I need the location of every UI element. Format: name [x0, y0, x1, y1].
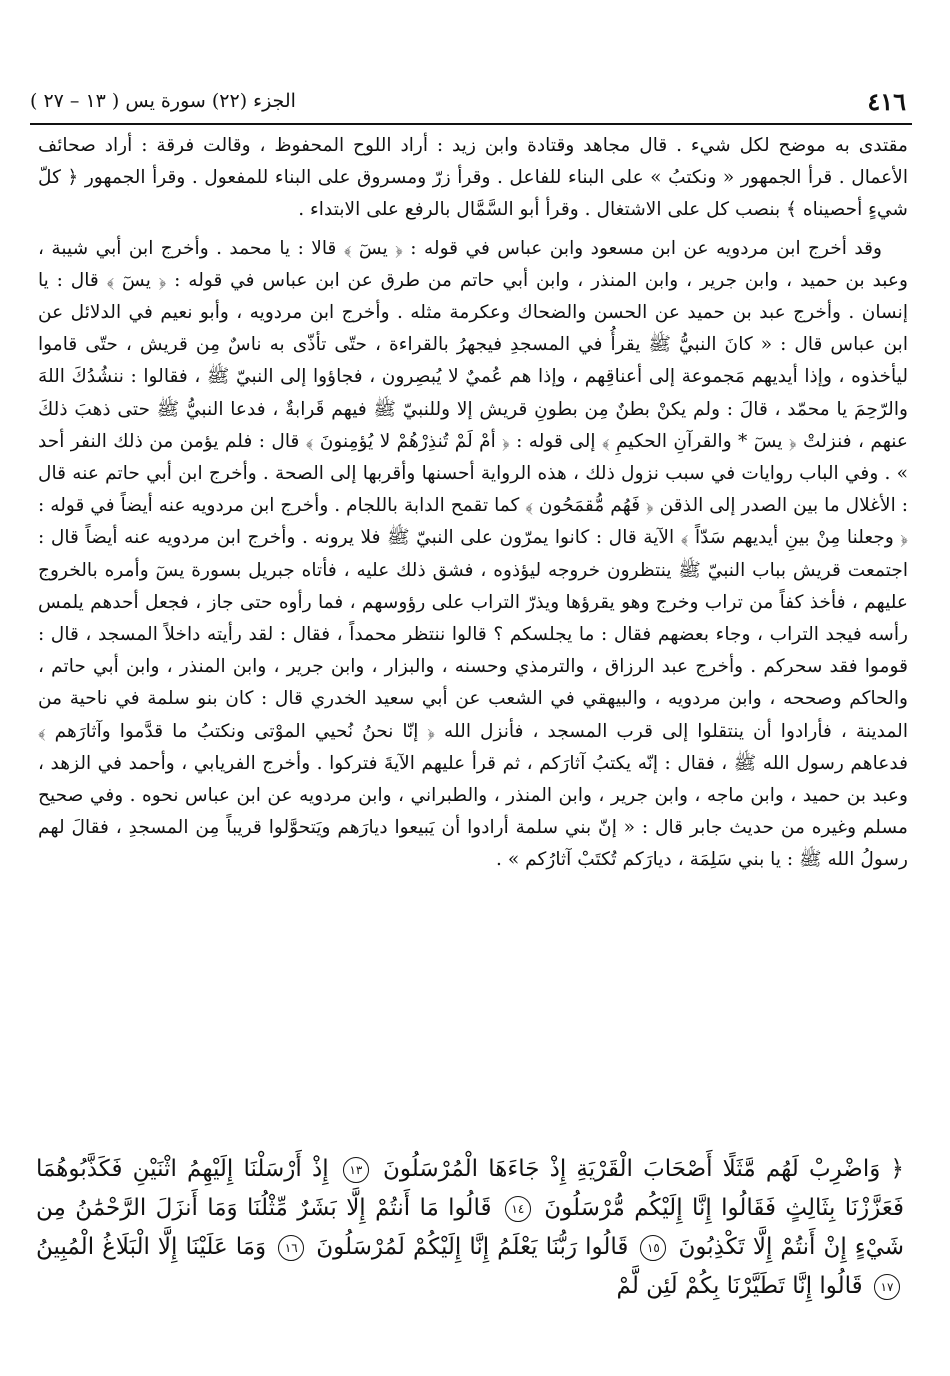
- verse-text: قَالُوا رَبُّنَا يَعْلَمُ إِنَّا إِلَيْكُمْ لَمُرْسَلُونَ: [316, 1234, 629, 1260]
- verse-text: وَمَا عَلَيْنَا إِلَّا الْبَلَاغُ الْمُبِينُ: [36, 1234, 267, 1260]
- verse-text: قَالُوا إِنَّا تَطَيَّرْنَا بِكُمْ لَئِن لَّمْ: [616, 1273, 863, 1299]
- verse-text: قَالُوا مَا أَنتُمْ إِلَّا بَشَرٌ مِّثْلُنَا وَمَا أَنزَلَ الرَّحْمَٰنُ مِن شَيْءٍ إِنْ أَنتُمْ إِلَّا تَكْذِبُونَ: [36, 1195, 905, 1260]
- quran-verses: [36, 1150, 904, 1306]
- verse-number-marker: ١٣: [343, 1157, 369, 1183]
- verse-number-marker: ١٤: [505, 1196, 531, 1222]
- verse-number-marker: ١٦: [278, 1235, 304, 1261]
- header-rule: [30, 123, 912, 125]
- commentary-paragraph: مقتدى به موضح لكل شيء . قال مجاهد وقتادة وابن زيد : أراد اللوح المحفوظ ، وقالت فرقة : أراد صحائف الأعمال . قرأ الجمهور « ونكتبُ » على البناء للفاعل . وقرأ زرّ ومسروق على البناء للمفعول . وقرأ الجمهور ﴿ كلّ شيءٍ أحصيناه ﴾ بنصب كل على الاشتغال . وقرأ أبو السَّمَّال بالرفع على الابتداء .: [38, 135, 908, 221]
- verse-number-marker: ١٥: [640, 1235, 666, 1261]
- verse-text: ﴿ وَاضْرِبْ لَهُم مَّثَلًا أَصْحَابَ الْقَرْيَةِ إِذْ جَاءَهَا الْمُرْسَلُونَ: [383, 1156, 904, 1182]
- commentary-text: [38, 130, 908, 877]
- verse-number-marker: ١٧: [874, 1274, 900, 1300]
- running-head: الجزء (٢٢) سورة يس ( ١٣ – ٢٧ ): [30, 90, 296, 112]
- commentary-paragraph: وقد أخرج ابن مردويه عن ابن مسعود وابن عباس في قوله : ﴿ يسٓ ﴾ قالا : يا محمد . وأخرج ابن أبي شيبة ، وعبد بن حميد ، وابن جرير ، وابن المنذر ، وابن أبي حاتم من طرق عن ابن عباس في قوله : ﴿ يسٓ ﴾ قال : يا إنسان . وأخرج عبد بن حميد عن الحسن والضحاك وعكرمة مثله . وأخرج ابن مردويه ، وأبو نعيم في الدلائل عن ابن عباس قال : « كانَ النبيُّ ﷺ يقرأُ في المسجدِ فيجهرُ بالقراءة ، حتّى تأذّى به ناسٌ مِن قريش ، حتّى قاموا ليأخذوه ، وإذا أيديهم مَجموعة إلى أعناقِهم ، وإذا هم عُميٌ لا يُبصِرون ، فجاؤوا إلى النبيّ ﷺ ، فقالوا : ننشُدُكَ اللهَ والرّحِمَ يا محمّد ، قالَ : ولم يكنْ بطنٌ مِن بطونِ قريش إلا وللنبيّ ﷺ فيهم قَرابةٌ ، فدعا النبيُّ ﷺ حتى ذهبَ ذلكَ عنهم ، فنزلتْ ﴿ يسٓ * والقرآنِ الحكيمِ ﴾ إلى قوله : ﴿ أمْ لَمْ تُنذِرْهُمْ لا يُؤمِنونَ ﴾ قال : فلم يؤمن من ذلك النفر أحد » . وفي الباب روايات في سبب نزول ذلك ، هذه الرواية أحسنها وأقربها إلى الصحة . وأخرج ابن أبي حاتم عنه قال : الأغلال ما بين الصدر إلى الذقن ﴿ فَهُم مُّقمَحُون ﴾ كما تقمح الدابة باللجام . وأخرج ابن مردويه عنه أيضاً في قوله : ﴿ وجعلنا مِنْ بينِ أيديهم سَدّاً ﴾ الآية قال : كانوا يمرّون على النبيّ ﷺ فلا يرونه . وأخرج ابن مردويه عنه أيضاً قال : اجتمعت قريش بباب النبيّ ﷺ ينتظرون خروجه ليؤذوه ، فشق ذلك عليه ، فأتاه جبريل بسورة يسٓ وأمره بالخروج عليهم ، فأخذ كفاً من تراب وخرج وهو يقرؤها ويذرّ التراب على رؤوسهم ، فما رأوه حتى جاز ، فجعل أحدهم يلمس رأسه فيجد التراب ، وجاء بعضهم فقال : ما يجلسكم ؟ قالوا ننتظر محمداً ، فقال : لقد رأيته داخلاً المسجد ، قال : قوموا فقد سحركم . وأخرج عبد الرزاق ، والترمذي وحسنه ، والبزار ، وابن جرير ، وابن المنذر ، وابن أبي حاتم ، والحاكم وصححه ، وابن مردويه ، والبيهقي في الشعب عن أبي سعيد الخدري قال : كان بنو سلمة في ناحية من المدينة ، فأرادوا أن ينتقلوا إلى قرب المسجد ، فأنزل الله ﴿ إنّا نحنُ نُحيي الموْتى ونكتبُ ما قدَّموا وآثارَهم ﴾ فدعاهم رسول الله ﷺ ، فقال : إنّه يكتبُ آثارَكم ، ثم قرأ عليهم الآيةَ فتركوا . وأخرج الفريابي ، وأحمد في الزهد ، وعبد بن حميد ، وابن ماجه ، وابن جرير ، وابن المنذر ، والطبراني ، وابن مردويه عن ابن عباس نحوه . وفي صحيح مسلم وغيره من حديث جابر قال : « إنّ بني سلمة أرادوا أن يَبيعوا ديارَهم ويَتحوَّلوا قريباً مِن المسجدِ ، فقالَ لهم رسولُ الله ﷺ : يا بني سَلِمَة ، ديارَكم تُكتَبْ آثارُكم » .: [38, 237, 908, 871]
- page-number: ٤١٦: [867, 86, 906, 116]
- verse-text: إِذْ أَرْسَلْنَا إِلَيْهِمُ اثْنَيْنِ فَكَذَّبُوهُمَا فَعَزَّزْنَا بِثَالِثٍ فَقَالُوا إِنَّا إِلَيْكُم مُّرْسَلُونَ: [36, 1156, 905, 1221]
- page-header: [30, 86, 906, 116]
